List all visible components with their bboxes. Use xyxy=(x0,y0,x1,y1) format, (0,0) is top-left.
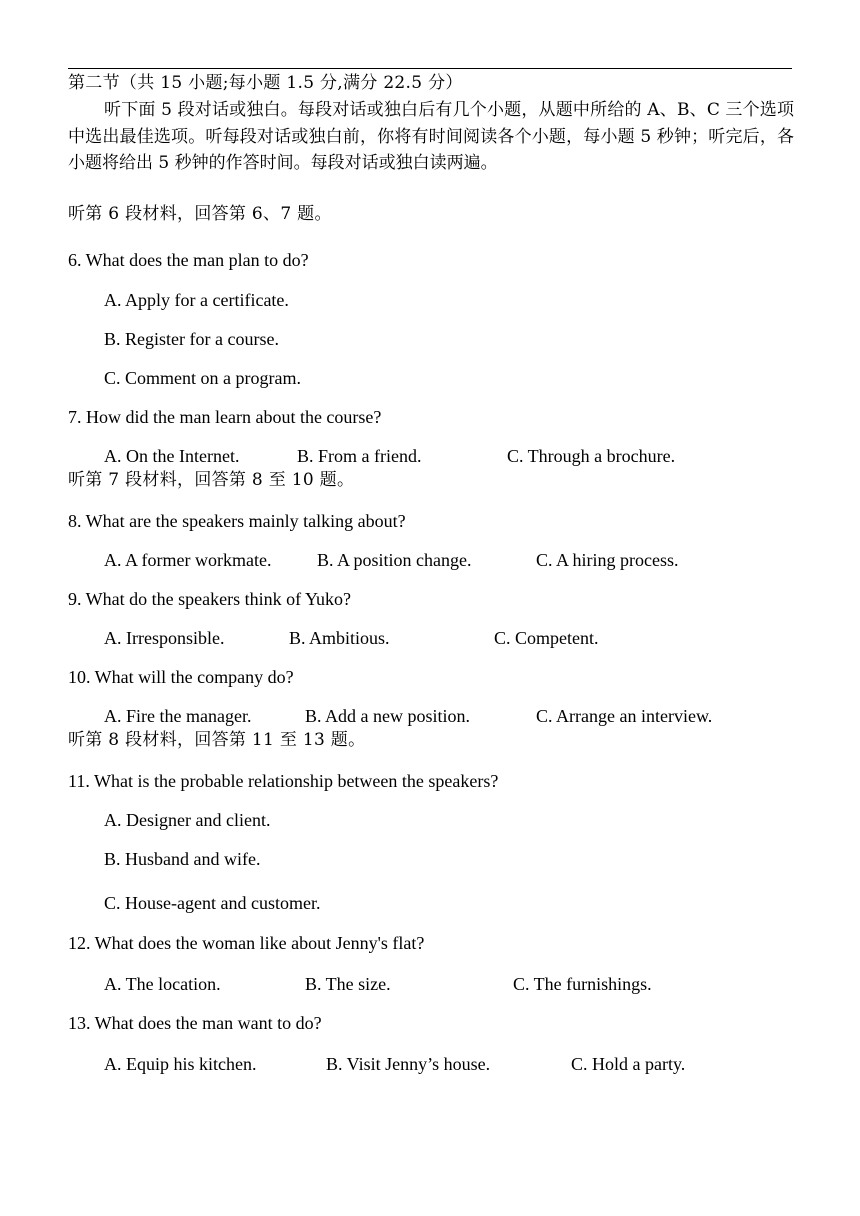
question-stem: 13. What does the man want to do? xyxy=(68,1013,322,1033)
option-a[interactable]: A. On the Internet. xyxy=(104,446,240,466)
option-b[interactable]: B. Register for a course. xyxy=(104,329,279,349)
option-b[interactable]: B. From a friend. xyxy=(297,446,422,466)
group-label: 听第 8 段材料，回答第 11 至 13 题。 xyxy=(68,730,366,750)
option-c[interactable]: C. The furnishings. xyxy=(513,974,652,994)
option-a[interactable]: A. The location. xyxy=(104,974,221,994)
option-a[interactable]: A. A former workmate. xyxy=(104,550,272,570)
option-b[interactable]: B. Ambitious. xyxy=(289,628,390,648)
option-a[interactable]: A. Equip his kitchen. xyxy=(104,1054,257,1074)
option-b[interactable]: B. The size. xyxy=(305,974,391,994)
option-a[interactable]: A. Irresponsible. xyxy=(104,628,225,648)
question-stem: 11. What is the probable relationship between the speakers? xyxy=(68,771,499,791)
question-stem: 7. How did the man learn about the course? xyxy=(68,407,382,427)
option-c[interactable]: C. Hold a party. xyxy=(571,1054,686,1074)
question-stem: 12. What does the woman like about Jenny's flat? xyxy=(68,933,425,953)
section-instructions: 听下面 5 段对话或独白。每段对话或独白后有几个小题，从题中所给的 A、B、C 三个选项中选出最佳选项。听每段对话或独白前，你将有时间阅读各个小题，每小题 5 秒钟；听完后，各小题将给出 5 秒钟的作答时间。每段对话或独白读两遍。 xyxy=(68,100,794,173)
option-a[interactable]: A. Apply for a certificate. xyxy=(104,290,289,310)
option-b[interactable]: B. A position change. xyxy=(317,550,472,570)
question-stem: 6. What does the man plan to do? xyxy=(68,250,309,270)
option-c[interactable]: C. Competent. xyxy=(494,628,599,648)
group-label: 听第 7 段材料，回答第 8 至 10 题。 xyxy=(68,470,355,490)
question-stem: 9. What do the speakers think of Yuko? xyxy=(68,589,351,609)
question-stem: 10. What will the company do? xyxy=(68,667,294,687)
top-rule xyxy=(68,68,792,69)
option-b[interactable]: B. Visit Jenny’s house. xyxy=(326,1054,491,1074)
option-c[interactable]: C. Comment on a program. xyxy=(104,368,301,388)
option-a[interactable]: A. Fire the manager. xyxy=(104,706,252,726)
option-b[interactable]: B. Husband and wife. xyxy=(104,849,261,869)
group-label: 听第 6 段材料，回答第 6、7 题。 xyxy=(68,204,332,224)
option-c[interactable]: C. A hiring process. xyxy=(536,550,679,570)
section-heading: 第二节（共 15 小题;每小题 1.5 分,满分 22.5 分） xyxy=(68,73,463,93)
option-a[interactable]: A. Designer and client. xyxy=(104,810,271,830)
option-c[interactable]: C. Arrange an interview. xyxy=(536,706,713,726)
option-c[interactable]: C. Through a brochure. xyxy=(507,446,676,466)
question-stem: 8. What are the speakers mainly talking about? xyxy=(68,511,406,531)
option-b[interactable]: B. Add a new position. xyxy=(305,706,470,726)
option-c[interactable]: C. House-agent and customer. xyxy=(104,893,321,913)
